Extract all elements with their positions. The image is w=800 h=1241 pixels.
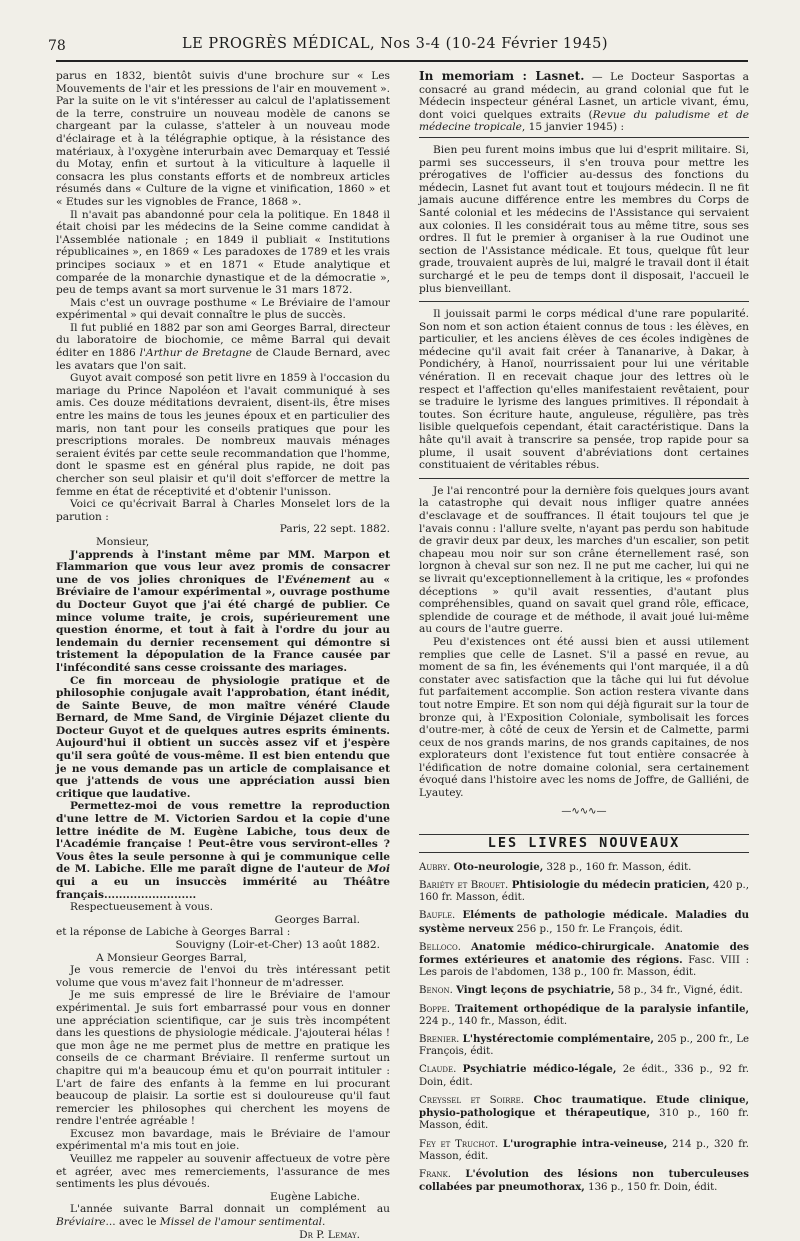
book-author: Boppe. xyxy=(419,1003,455,1015)
book-author: Baufle. xyxy=(419,910,463,922)
letter-closing: Respectueusement à vous. xyxy=(70,901,213,914)
book-details: 214 p., 320 fr. Masson, édit. xyxy=(419,1138,749,1162)
book-author: Frank. xyxy=(419,1168,466,1180)
book-title: L'hystérectomie complémentaire, xyxy=(462,1033,654,1046)
book-entry xyxy=(419,1168,749,1194)
book-title: L'évolution des lésions non tuberculeuses collabées par pneumothorax, xyxy=(419,1167,749,1194)
letter-paragraph: Je vous remercie de l'envoi du très intéressant petit volume que vous m'avez fait l'honneur de m'adresser. xyxy=(56,964,390,989)
journal-title: LE PROGRÈS MÉDICAL, Nos 3-4 (10-24 Février 1945) xyxy=(182,36,608,52)
book-author: Bariéty et Brouet. xyxy=(419,880,512,892)
book-entry xyxy=(419,1094,749,1133)
book-entry xyxy=(419,1063,749,1088)
book-entry xyxy=(419,1138,749,1163)
letter-paragraph: Permettez-moi de vous remettre la reproduction d'une lettre de M. Victorien Sardou et la copie d'une lettre inédite de M. Eugène Labiche, tous deux de l'Académie française ! Peut-être vous serviront-elles ? Vous êtes la seule personne à qui je communique celle de M. Labiche. Elle me paraît digne de l'auteur de Moi qui a eu un insuccès immérité au Théâtre français......................... xyxy=(56,800,390,901)
book-author: Claude. xyxy=(419,1064,463,1076)
ornament-divider: —∿∿∿— xyxy=(561,805,607,817)
paragraph: Il fut publié en 1882 par son ami Georges Barral, directeur du laboratoire de biochomie, ce même Barral qui devait éditer en 1886 l'Arthur de Bretagne de Claude Bernard, avec les avatars que l'on sait. xyxy=(56,321,391,372)
book-author: Benon. xyxy=(419,985,457,997)
books-heading: LES LIVRES NOUVEAUX xyxy=(419,834,749,853)
book-details: 205 p., 200 fr., Le François, édit. xyxy=(419,1034,749,1058)
paragraph: Guyot avait composé son petit livre en 1859 à l'occasion du mariage du Prince Napoléon et l'avait communiqué à ses amis. Ces douze méditations devraient, disent-ils, être mises entre les mains de tous les jeunes époux et en particulier des maris, non tant pour les conseils pratiques que pour les prescriptions morales. De nombreux mauvais ménages seraient évités par cette seule recommandation que l'homme, dont le spasme est en général plus rapide, ne doit pas chercher son seul plaisir et qu'il doit s'efforcer de mettre la femme en état de réceptivité et d'obtenir l'unisson. xyxy=(56,372,390,498)
book-title: Eléments de pathologie médicale. Maladies du système nerveux xyxy=(419,909,749,935)
book-author: Aubry. xyxy=(419,861,454,873)
paragraph: Mais c'est un ouvrage posthume « Le Bréviaire de l'amour expérimental » qui devait connaître le plus de succès. xyxy=(56,296,390,322)
paragraph: parus en 1832, bientôt suivis d'une brochure sur « Les Mouvements de l'air et les pressions de l'air en mouvement ». Par la suite on le vit s'intéresser au calcul de l'aplatissement de la terre, construire un nouveau modèle de canons se chargeant par la culasse, s'atteler à un nouveau mode d'éclairage et à la télégraphie optique, à la résistance des matériaux, à l'oxygène interurbain avec Demarquay et Tessié du Motay, enfin et surtout à la viticulture à laquelle il consacra les plus constants efforts et de nombreux articles résumés dans « Culture de la vigne et vinification, 1860 » et « Etudes sur les vignobles de France, 1868 ». xyxy=(56,70,390,208)
book-title: Anatomie médico-chirurgicale. Anatomie des formes extérieures et anatomie des régions. xyxy=(419,940,749,967)
right-column xyxy=(419,70,749,1199)
article-author: Dr P. Lemay. xyxy=(299,1228,360,1241)
book-details: 328 p., 160 fr. Masson, édit. xyxy=(543,861,692,873)
book-details: 2e édit., 336 p., 92 fr. Doin, édit. xyxy=(419,1064,749,1088)
paragraph: Voici ce qu'écrivait Barral à Charles Monselet lors de la parution : xyxy=(56,498,390,523)
letter-date: Paris, 22 sept. 1882. xyxy=(279,523,390,536)
book-author: Fey et Truchot. xyxy=(419,1138,503,1150)
book-title: Choc traumatique. Etude clinique, physio-pathologique et thérapeutique, xyxy=(419,1093,749,1120)
quote-paragraph: Je l'ai rencontré pour la dernière fois quelques jours avant la catastrophe qui devait nous infliger quatre années d'esclavage et de souffrances. Il était toujours tel que je l'avais connu : l'allure svelte, n'ayant pas perdu son habitude de gravir deux par deux, les marches d'un escalier, son petit chapeau mou noir sur son crâne éternellement rasé, son lorgnon à cheval sur son nez. Il ne put me cacher, lui qui ne se livrait qu'exceptionnellement à la critique, les « profondes déceptions » qu'il avait ressenties, d'autant plus compréhensibles, quand on savait quel grand rôle, efficace, splendide de courage et de méthode, il avait joué lui-même au cours de l'autre guerre. xyxy=(419,484,749,636)
book-details: Fasc. VIII : Les parois de l'abdomen, 138 p., 100 fr. Masson, édit. xyxy=(419,955,749,979)
quote-paragraph: Bien peu furent moins imbus que lui d'esprit militaire. Si, parmi ses successeurs, il s'en trouva pour mettre les prérogatives de l'officier au-dessus des fonctions du médecin, Lasnet fut avant tout et toujours médecin. Il ne fit jamais aucune différence entre les membres du Corps de Santé colonial et les médecins de l'Assistance qui servaient aux colonies. Il les considérait tous au même titre, sous ses ordres. Il fut le premier à organiser à la rue Oudinot une section de l'Assistance médicale. Et tous, quelque fût leur grade, trouvaient auprès de lui, malgré le travail dont il était surchargé et le peu de temps dont il disposait, l'accueil le plus bienveillant. xyxy=(419,143,749,295)
letter-paragraph: J'apprends à l'instant même par MM. Marpon et Flammarion que vous leur avez promis de consacrer une de vos jolies chroniques de l'Evénement au « Bréviaire de l'amour expérimental », ouvrage posthume du Docteur Guyot que j'ai été chargé de publier. Ce mince volume traite, je crois, supérieurement une question énorme, et tout à fait à l'ordre du jour au lendemain du dernier recensement qui démontre si tristement la dépopulation de la France causée par l'infécondité sans cesse croissante des mariages. xyxy=(56,548,390,674)
separator xyxy=(419,478,749,479)
signature-labiche: Eugène Labiche. xyxy=(270,1190,360,1203)
letter-salutation: A Monsieur Georges Barral, xyxy=(96,951,247,964)
book-title: Oto-neurologie, xyxy=(453,860,544,873)
book-entry xyxy=(419,879,749,904)
book-entry xyxy=(419,984,749,997)
books-list xyxy=(419,861,749,1194)
letter-paragraph: Je me suis empressé de lire le Bréviaire de l'amour expérimental. Je suis fort embarrassé pour vous en donner une appréciation scientifique, car je suis très incompétent dans les questions de physiologie médicale. J'ajouterai hélas ! que mon âge ne me permet plus de mettre en pratique les conseils de ce charmant Bréviaire. Il renferme surtout un chapitre qui m'a beaucoup ému et qu'on pourrait intituler : L'art de faire des enfants à la femme en lui procurant beaucoup de plaisir. La sortie est si douloureuse qu'il faut remercier les philosophes qui cherchent les moyens de rendre l'entrée agréable ! xyxy=(56,989,390,1128)
header-rule xyxy=(56,60,748,62)
book-entry xyxy=(419,1003,749,1028)
quote-paragraph: Peu d'existences ont été aussi bien et aussi utilement remplies que celle de Lasnet. S'il a passé en revue, au moment de sa fin, les événements qui l'ont marquée, il a dû constater avec satisfaction que la tâche qui lui fut dévolue fut parfaitement accomplie. Son action restera vivante dans tout notre Empire. Et son nom qui déjà figurait sur la tour de bronze qui, à l'Exposition Coloniale, symbolisait les forces d'outre-mer, à côté de ceux de Yersin et de Calmette, parmi ceux de nos grands marins, de nos grands capitaines, de nos explorateurs dont l'existence fut tout entière consacrée à l'édification de notre domaine colonial, sera certainement évoqué dans l'histoire avec les noms de Joffre, de Galliéni, de Lyautey. xyxy=(419,635,749,800)
separator xyxy=(419,137,749,138)
paragraph: L'année suivante Barral donnait un complément au Bréviaire... avec le Missel de l'amour sentimental. xyxy=(56,1203,390,1229)
book-details: 224 p., 140 fr., Masson, édit. xyxy=(419,1015,568,1027)
memoriam-intro: In memoriam : Lasnet. — Le Docteur Sasportas a consacré au grand médecin, au grand colonial que fut le Médecin inspecteur général Lasnet, un article vivant, ému, dont voici quelques extraits (Revue du paludisme et de médecine tropicale, 15 janvier 1945) : xyxy=(419,69,749,134)
book-author: Brenier. xyxy=(419,1034,463,1046)
book-details: 136 p., 150 fr. Doin, édit. xyxy=(584,1182,718,1194)
letter-salutation: Monsieur, xyxy=(96,535,150,548)
paragraph: Il n'avait pas abandonné pour cela la politique. En 1848 il était choisi par les médecins de la Seine comme candidat à l'Assemblée nationale ; en 1849 il publiait « Institutions républicaines », en 1869 « Les paradoxes de 1789 et les vrais principes sociaux » et en 1871 « Etude analytique et comparée de la monarchie dynastique et de la démocratie », peu de temps avant sa mort survenue le 31 mars 1872. xyxy=(56,208,390,297)
letter-paragraph: Veuillez me rappeler au souvenir affectueux de votre père et agréer, avec mes remerciements, l'assurance de mes sentiments les plus dévoués. xyxy=(56,1153,390,1191)
book-title: Traitement orthopédique de la paralysie infantile, xyxy=(454,1002,749,1015)
page-number: 78 xyxy=(48,38,66,54)
page-header xyxy=(48,36,742,58)
book-entry xyxy=(419,909,749,935)
book-title: Psychiatrie médico-légale, xyxy=(462,1063,617,1076)
book-author: Creyssel et Soirre. xyxy=(419,1094,534,1106)
signature-barral: Georges Barral. xyxy=(274,913,360,926)
paragraph: et la réponse de Labiche à Georges Barral : xyxy=(56,926,291,939)
book-author: Belloco. xyxy=(419,941,471,953)
book-title: Phtisiologie du médecin praticien, xyxy=(511,879,710,892)
book-entry xyxy=(419,861,749,874)
book-details: 256 p., 150 fr. Le François, édit. xyxy=(513,923,683,935)
quote-paragraph: Il jouissait parmi le corps médical d'une rare popularité. Son nom et son action étaient connus de tous : les élèves, en particulier, et les anciens élèves de ces écoles indigènes de médecine qu'il avait fait créer à Tananarive, à Dakar, à Pondichéry, à Hanoï, nourrissaient pour lui une véritable vénération. Il en recevait chaque jour des lettres où le respect et l'affection qu'elles manifestaient revêtaient, pour se traduire le lyrisme des langues primitives. Il répondait à toutes. Son écriture haute, anguleuse, régulière, pas très lisible quelquefois cependant, était caractéristique. Dans la hâte qu'il avait à transcrire sa pensée, trop rapide pour sa plume, il usait souvent d'abréviations dont certaines constituaient de véritables rébus. xyxy=(419,308,749,472)
letter-paragraph: Excusez mon bavardage, mais le Bréviaire de l'amour expérimental m'a mis tout en joie. xyxy=(56,1127,390,1153)
book-details: 58 p., 34 fr., Vigné, édit. xyxy=(614,985,743,997)
book-title: L'urographie intra-veineuse, xyxy=(502,1137,668,1150)
book-entry xyxy=(419,941,749,980)
memoriam-title: In memoriam : Lasnet. xyxy=(419,69,585,83)
book-details: 420 p., 160 fr. Masson, édit. xyxy=(419,880,749,904)
left-column xyxy=(56,70,390,1241)
separator xyxy=(419,301,749,302)
letter-paragraph: Ce fin morceau de physiologie pratique et de philosophie conjugale avait l'approbation, étant inédit, de Sainte Beuve, de mon maître vénéré Claude Bernard, de Mme Sand, de Virginie Déjazet cliente du Docteur Guyot et de quelques autres esprits éminents. Aujourd'hui il obtient un succès assez vif et j'espère qu'il sera goûté de vous-même. Il est bien entendu que je ne vous demande pas un article de complaisance et que j'attends de vous une appréciation aussi bien critique que laudative. xyxy=(56,674,390,800)
book-title: Vingt leçons de psychiatrie, xyxy=(456,984,615,997)
book-entry xyxy=(419,1033,749,1058)
book-details: 310 p., 160 fr. Masson, édit. xyxy=(419,1108,749,1132)
letter-date: Souvigny (Loir-et-Cher) 13 août 1882. xyxy=(175,938,380,951)
